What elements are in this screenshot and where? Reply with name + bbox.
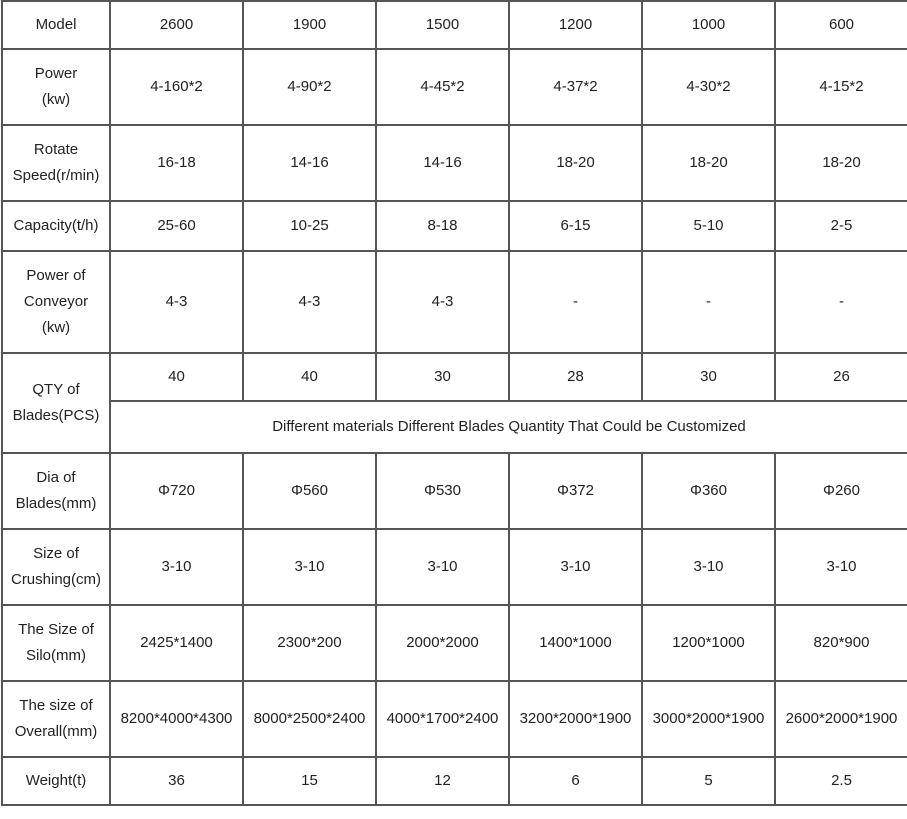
cell-blade-qty-note: Different materials Different Blades Quantity That Could be Customized <box>110 401 907 453</box>
cell-model: 1200 <box>509 1 642 49</box>
cell-overall-size: 8000*2500*2400 <box>243 681 376 757</box>
label-capacity: Capacity(t/h) <box>2 201 110 251</box>
cell-model: 1000 <box>642 1 775 49</box>
label-line: Size of <box>33 545 79 562</box>
row-silo-size <box>2 605 907 681</box>
label-model: Model <box>2 1 110 49</box>
label-line: The size of <box>19 697 93 714</box>
row-blade-dia <box>2 453 907 529</box>
cell-overall-size: 8200*4000*4300 <box>110 681 243 757</box>
cell-crushing-size: 3-10 <box>775 529 907 605</box>
cell-conveyor-power: - <box>775 251 907 353</box>
cell-blade-qty: 40 <box>243 353 376 401</box>
cell-weight: 36 <box>110 757 243 805</box>
row-weight <box>2 757 907 805</box>
cell-rotate-speed: 18-20 <box>642 125 775 201</box>
cell-rotate-speed: 14-16 <box>243 125 376 201</box>
cell-crushing-size: 3-10 <box>376 529 509 605</box>
label-line: Power of <box>26 267 86 284</box>
cell-blade-qty: 40 <box>110 353 243 401</box>
label-line: Rotate <box>33 141 79 158</box>
cell-crushing-size: 3-10 <box>642 529 775 605</box>
cell-power: 4-90*2 <box>243 49 376 125</box>
cell-power: 4-37*2 <box>509 49 642 125</box>
cell-rotate-speed: 16-18 <box>110 125 243 201</box>
label-blade-qty <box>2 353 110 453</box>
cell-weight: 5 <box>642 757 775 805</box>
cell-blade-dia: Φ560 <box>243 453 376 529</box>
row-blade-qty <box>2 353 907 401</box>
label-blade-dia <box>2 453 110 529</box>
label-line: The Size of <box>18 621 94 638</box>
cell-silo-size: 2000*2000 <box>376 605 509 681</box>
cell-silo-size: 1400*1000 <box>509 605 642 681</box>
row-blade-qty-note <box>2 401 907 453</box>
cell-blade-qty: 28 <box>509 353 642 401</box>
label-line: Blades(mm) <box>15 495 97 512</box>
cell-conveyor-power: - <box>509 251 642 353</box>
cell-weight: 15 <box>243 757 376 805</box>
cell-crushing-size: 3-10 <box>243 529 376 605</box>
row-power <box>2 49 907 125</box>
label-weight: Weight(t) <box>2 757 110 805</box>
cell-overall-size: 3200*2000*1900 <box>509 681 642 757</box>
label-line: Conveyor <box>23 293 89 310</box>
cell-capacity: 6-15 <box>509 201 642 251</box>
cell-crushing-size: 3-10 <box>509 529 642 605</box>
cell-conveyor-power: - <box>642 251 775 353</box>
cell-blade-qty: 30 <box>642 353 775 401</box>
cell-power: 4-30*2 <box>642 49 775 125</box>
label-power <box>2 49 110 125</box>
label-line: Speed(r/min) <box>12 167 100 184</box>
cell-capacity: 5-10 <box>642 201 775 251</box>
cell-blade-dia: Φ372 <box>509 453 642 529</box>
cell-blade-dia: Φ720 <box>110 453 243 529</box>
cell-capacity: 2-5 <box>775 201 907 251</box>
cell-weight: 6 <box>509 757 642 805</box>
cell-blade-dia: Φ360 <box>642 453 775 529</box>
label-line: Power <box>34 65 78 82</box>
cell-crushing-size: 3-10 <box>110 529 243 605</box>
cell-model: 600 <box>775 1 907 49</box>
row-model <box>2 1 907 49</box>
label-crushing-size <box>2 529 110 605</box>
row-rotate-speed <box>2 125 907 201</box>
row-overall-size <box>2 681 907 757</box>
cell-blade-qty: 26 <box>775 353 907 401</box>
cell-power: 4-15*2 <box>775 49 907 125</box>
label-line: Dia of <box>36 469 76 486</box>
cell-capacity: 25-60 <box>110 201 243 251</box>
cell-model: 2600 <box>110 1 243 49</box>
cell-power: 4-160*2 <box>110 49 243 125</box>
cell-overall-size: 3000*2000*1900 <box>642 681 775 757</box>
cell-silo-size: 2300*200 <box>243 605 376 681</box>
cell-model: 1500 <box>376 1 509 49</box>
cell-blade-dia: Φ260 <box>775 453 907 529</box>
cell-rotate-speed: 18-20 <box>775 125 907 201</box>
cell-conveyor-power: 4-3 <box>243 251 376 353</box>
spec-table <box>1 0 907 806</box>
row-crushing-size <box>2 529 907 605</box>
cell-rotate-speed: 14-16 <box>376 125 509 201</box>
cell-model: 1900 <box>243 1 376 49</box>
label-line: Overall(mm) <box>14 723 98 740</box>
cell-capacity: 10-25 <box>243 201 376 251</box>
label-line: Crushing(cm) <box>10 571 101 588</box>
cell-overall-size: 2600*2000*1900 <box>775 681 907 757</box>
label-line: Blades(PCS) <box>12 407 100 424</box>
label-line: Silo(mm) <box>26 647 86 664</box>
label-silo-size <box>2 605 110 681</box>
cell-blade-dia: Φ530 <box>376 453 509 529</box>
cell-silo-size: 2425*1400 <box>110 605 243 681</box>
cell-overall-size: 4000*1700*2400 <box>376 681 509 757</box>
cell-blade-qty: 30 <box>376 353 509 401</box>
label-conveyor-power <box>2 251 110 353</box>
cell-silo-size: 820*900 <box>775 605 907 681</box>
label-overall-size <box>2 681 110 757</box>
label-line: (kw) <box>41 319 71 336</box>
cell-power: 4-45*2 <box>376 49 509 125</box>
label-line: (kw) <box>41 91 71 108</box>
cell-capacity: 8-18 <box>376 201 509 251</box>
label-rotate-speed <box>2 125 110 201</box>
label-line: QTY of <box>32 381 80 398</box>
cell-weight: 12 <box>376 757 509 805</box>
row-conveyor-power <box>2 251 907 353</box>
cell-conveyor-power: 4-3 <box>110 251 243 353</box>
cell-weight: 2.5 <box>775 757 907 805</box>
row-capacity <box>2 201 907 251</box>
cell-conveyor-power: 4-3 <box>376 251 509 353</box>
cell-silo-size: 1200*1000 <box>642 605 775 681</box>
cell-rotate-speed: 18-20 <box>509 125 642 201</box>
